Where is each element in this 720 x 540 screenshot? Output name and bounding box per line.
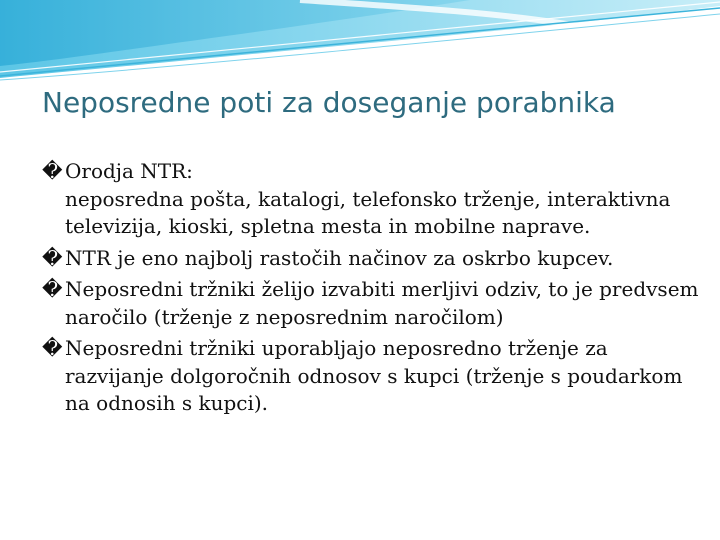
bullet-continuation-text: neposredna pošta, katalogi, telefonsko trženje, interaktivna televizija, kioski, spletna mesta in mobilne naprave.	[65, 186, 671, 238]
bullet-list	[42, 158, 702, 422]
bullet-item	[42, 335, 702, 418]
bullet-text: NTR je eno najbolj rastočih načinov za oskrbo kupcev.	[65, 245, 614, 270]
bullet-item	[42, 276, 702, 331]
bullet-text: Neposredni tržniki uporabljajo neposredno trženje za razvijanje dolgoročnih odnosov s kupci (trženje s poudarkom na odnosih s kupci).	[65, 336, 683, 415]
slide-title: Neposredne poti za doseganje porabnika	[42, 86, 616, 119]
bullet-item	[42, 158, 702, 241]
bullet-glyph-icon: �	[42, 159, 63, 183]
bullet-glyph-icon: �	[42, 245, 63, 270]
bullet-text: Neposredni tržniki želijo izvabiti merljivi odziv, to je predvsem naročilo (trženje z neposrednim naročilom)	[65, 277, 699, 329]
bullet-item	[42, 245, 702, 273]
wave-header-decoration	[0, 0, 720, 90]
bullet-glyph-icon: �	[42, 336, 63, 360]
bullet-glyph-icon: �	[42, 277, 63, 301]
bullet-text: Orodja NTR:	[65, 159, 193, 183]
